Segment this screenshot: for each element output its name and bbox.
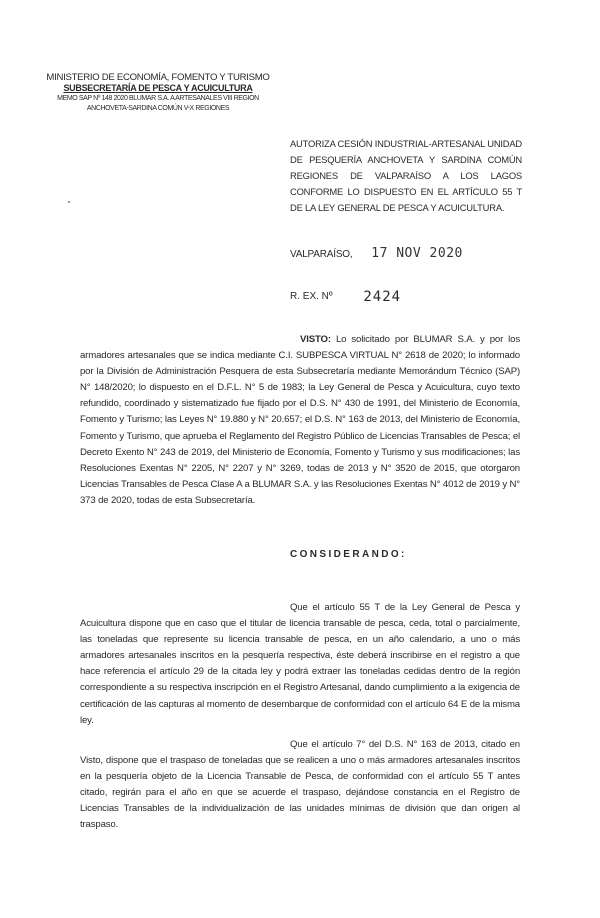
considerando-paragraph-2: Que el artículo 7° del D.S. N° 163 de 2013, citado en Visto, dispone que el traspaso de toneladas que se realicen a uno o más armadores artesanales inscritos en la pesquería objeto de la Licencia Transable de Pesca, de conformidad con el artículo 55 T antes citado, regirán para el año en que se acuerde el traspaso, dejándose constancia en el Registro de Licencias Transables de la individualización de las unidades mínimas de división que dan origen al traspaso. xyxy=(80,739,520,831)
resolution-number-line xyxy=(290,289,401,305)
considerando-heading: CONSIDERANDO: xyxy=(290,549,407,560)
letterhead xyxy=(32,72,284,114)
memo-reference: MEMO SAP Nº 148 2020 BLUMAR S.A. A ARTESANALES VIII REGION xyxy=(57,95,259,102)
memo-reference-line2: ANCHOVETA-SARDINA COMÚN V-X REGIONES xyxy=(86,105,230,112)
date-stamp: 17 NOV 2020 xyxy=(371,246,463,261)
visto-lead: VISTO: xyxy=(300,334,331,345)
ministry-name: MINISTERIO DE ECONOMÍA, FOMENTO Y TURISMO xyxy=(46,72,270,83)
subsecretaria-name: SUBSECRETARÍA DE PESCA Y ACUICULTURA xyxy=(63,83,253,93)
visto-paragraph xyxy=(80,332,520,509)
considerando-paragraph-1: Que el artículo 55 T de la Ley General de Pesca y Acuicultura dispone que en caso que el titular de licencia transable de pesca, ceda, total o parcialmente, las toneladas que represente su licencia transable de pesca, en un año calendario, a uno o más armadores artesanales inscritos en la pesquería respectiva, éste deberá inscribirse en el registro a que hace referencia el artículo 29 de la citada ley y podrá extraer las toneladas cedidas dentro de la región correspondiente a su respectiva inscripción en el Registro Artesanal, dando cumplimiento a la exigencia de certificación de las capturas al momento de desembarque de conformidad con el artículo 64 E de la misma ley. xyxy=(80,602,520,726)
visto-text: Lo solicitado por BLUMAR S.A. y por los armadores artesanales que se indica mediante C.I. SUBPESCA VIRTUAL N° 2618 de 2020; lo informado por la División de Administración Pesquera de esta Subsecretaría mediante Memorándum Técnico (SAP) N° 148/2020; lo dispuesto en el D.F.L. N° 5 de 1983; la Ley General de Pesca y Acuicultura, cuyo texto refundido, coordinado y sistematizado fue fijado por el D.S. N° 430 de 1991, del Ministerio de Economía, Fomento y Turismo; las Leyes N° 19.880 y N° 20.657; el D.S. N° 163 de 2013, del Ministerio de Economía, Fomento y Turismo, que aprueba el Reglamento del Registro Público de Licencias Transables de Pesca; el Decreto Exento N° 243 de 2019, del Ministerio de Economía, Fomento y Turismo y sus modificaciones; las Resoluciones Exentas N° 2205, N° 2207 y N° 3269, todas de 2013 y N° 3520 de 2015, que otorgaron Licencias Transables de Pesca Clase A a BLUMAR S.A. y las Resoluciones Exentas N° 4012 de 2019 y N° 373 de 2020, todas de esta Subsecretaría. xyxy=(80,334,520,506)
scan-speck xyxy=(68,201,70,203)
date-label: VALPARAÍSO, xyxy=(290,249,353,260)
date-line xyxy=(290,246,463,261)
resolution-title: AUTORIZA CESIÓN INDUSTRIAL-ARTESANAL UNIDAD DE PESQUERÍA ANCHOVETA Y SARDINA COMÚN REGIONES DE VALPARAÍSO A LOS LAGOS CONFORME LO DISPUESTO EN EL ARTÍCULO 55 T DE LA LEY GENERAL DE PESCA Y ACUICULTURA. xyxy=(290,138,522,213)
resolution-label: R. EX. Nº xyxy=(290,291,333,302)
resolution-number-stamp: 2424 xyxy=(363,289,402,305)
